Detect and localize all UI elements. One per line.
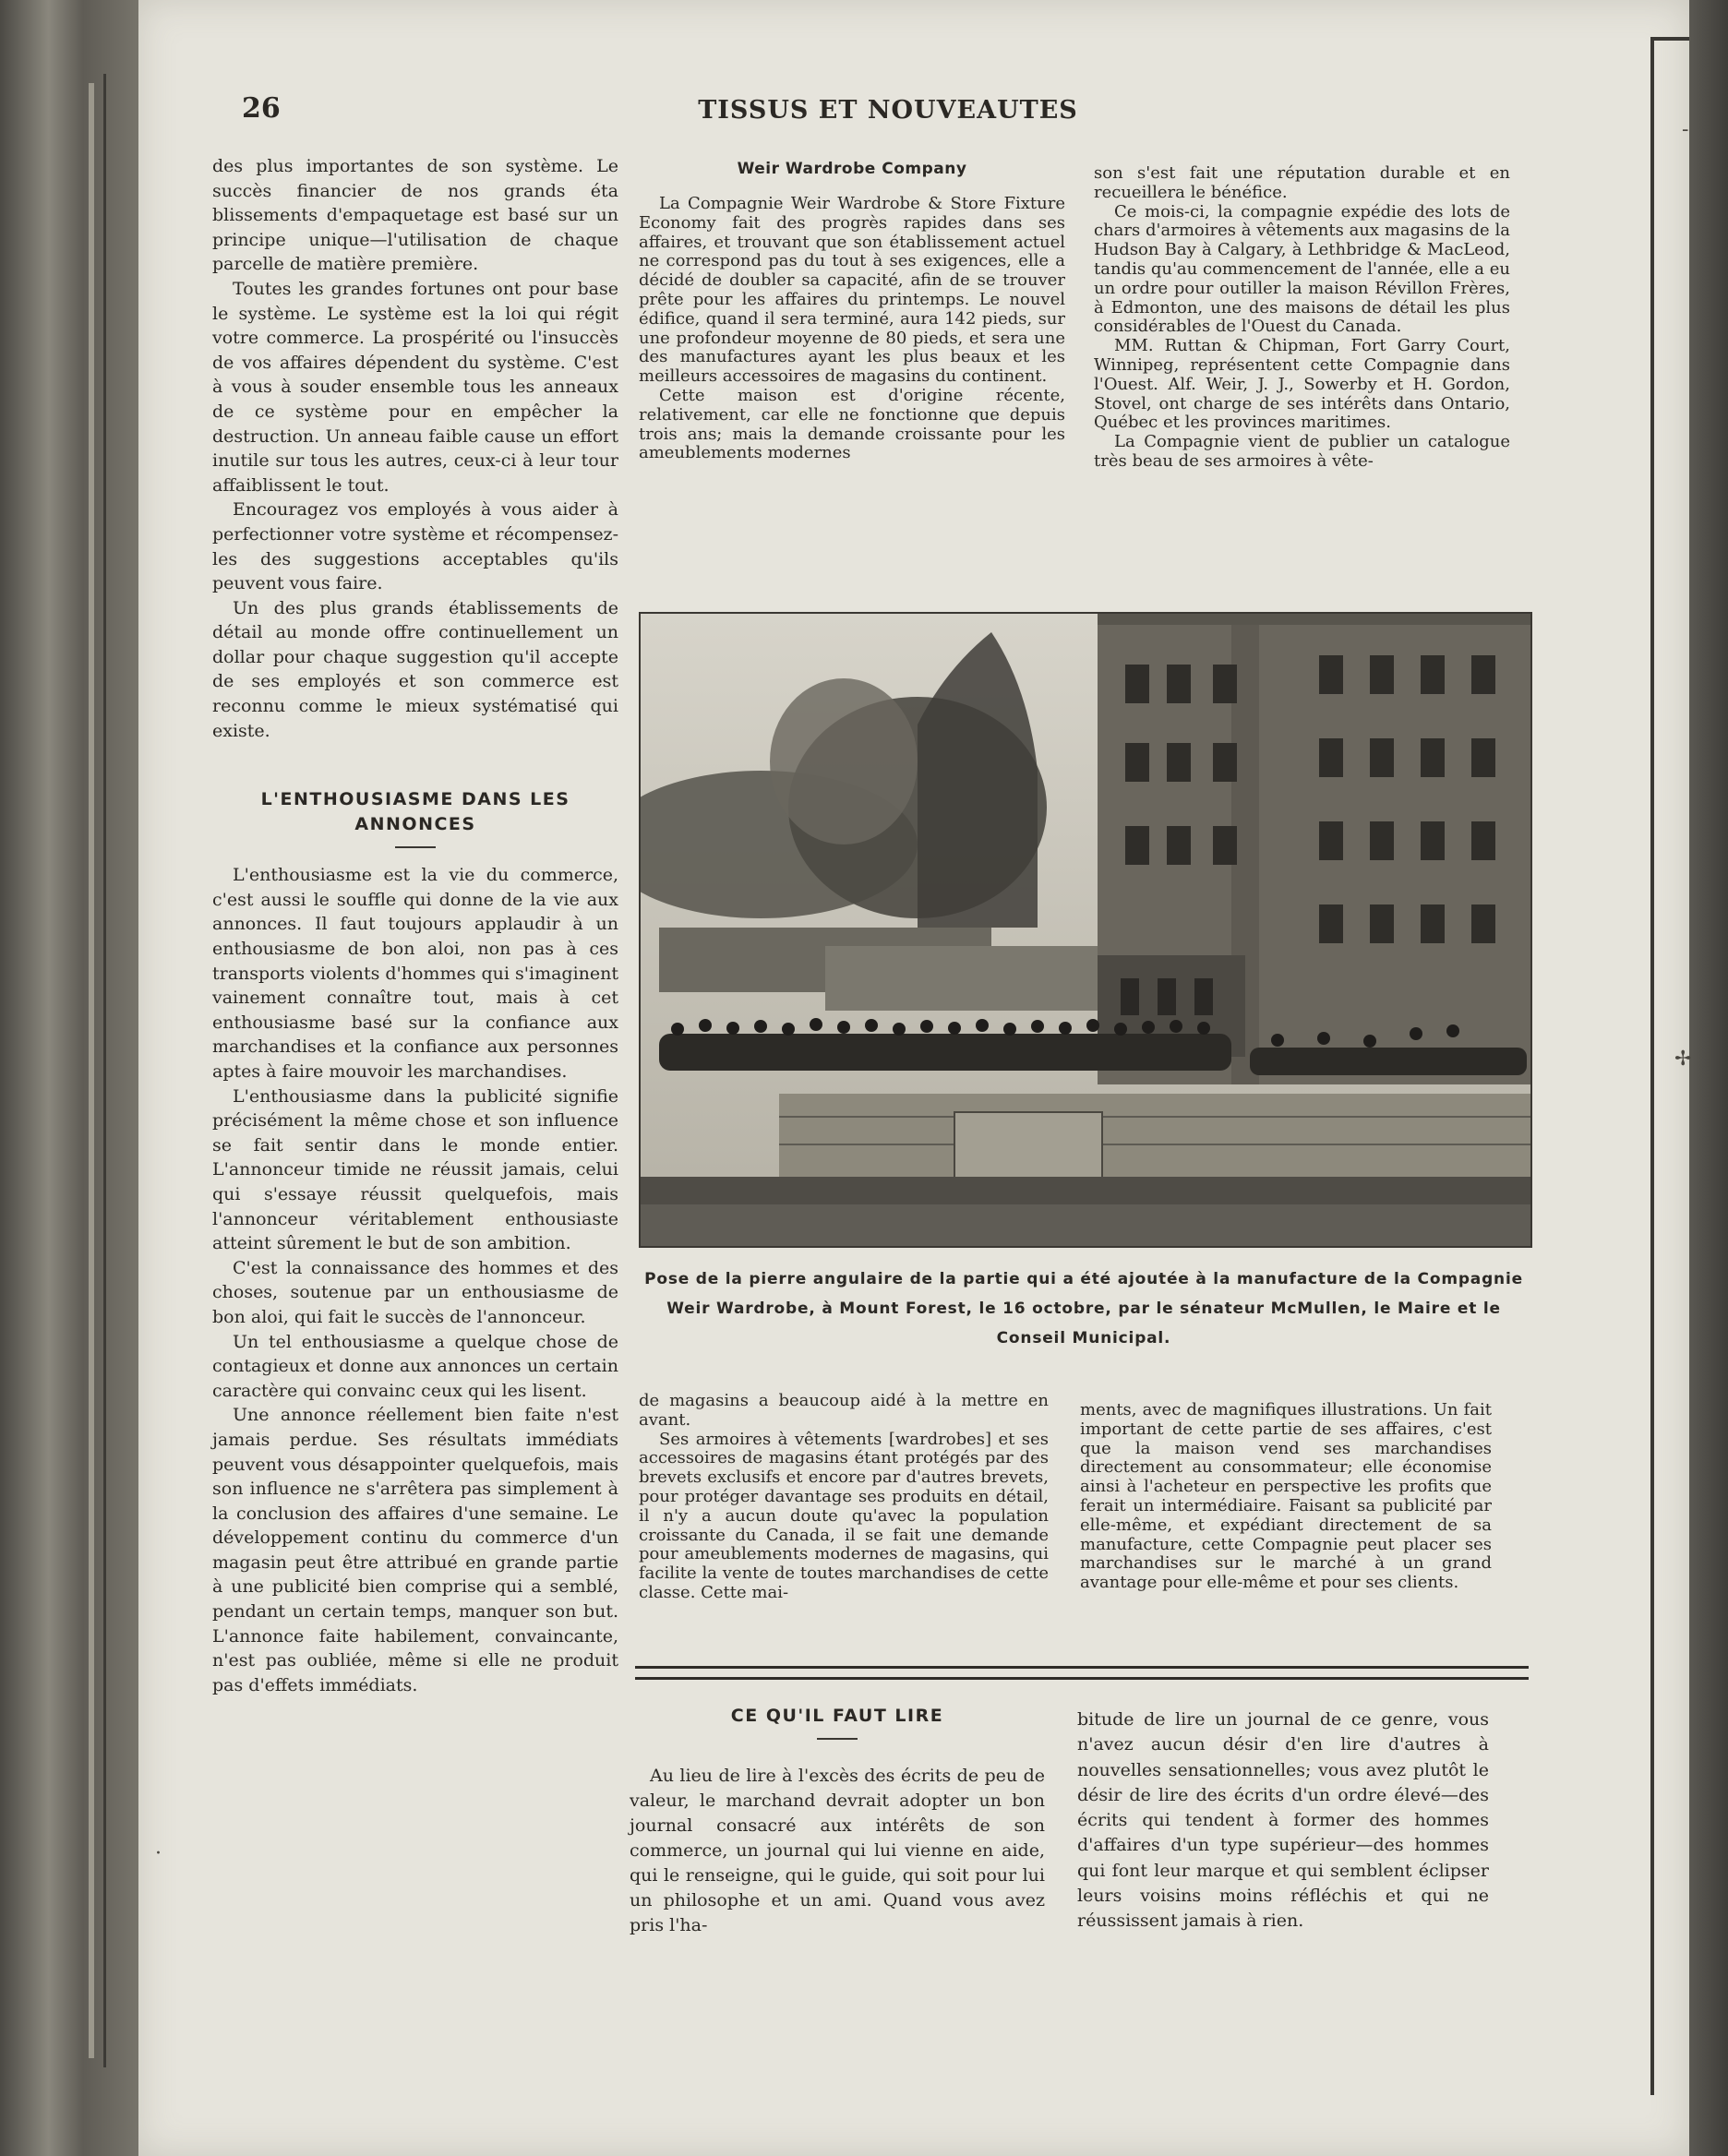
paragraph: Un des plus grands établissements de détail au monde offre continuellement un dollar pour chaque suggestion qu'il accepte de ses employés et son commerce est reconnu comme le mieux systématisé qui existe. — [212, 597, 618, 741]
heading-rule — [395, 846, 436, 848]
article-heading: Weir Wardrobe Company — [737, 160, 967, 178]
paragraph: Toutes les grandes fortunes ont pour base le système. Le système est la loi qui régit votre commerce. La prospérité ou l'insuccès de vos affaires dépendent du système. C'est à vous à souder ensemble tous les anneaux de ce système pour en empêcher la destruction. Un anneau faible cause un effort inutile sur tous les autres, ceux-ci à leur tour affaiblissent le tout. — [212, 278, 618, 496]
weir-article-column-right — [1094, 164, 1510, 472]
binding-shadow — [103, 74, 106, 2067]
paragraph: L'enthousiasme est la vie du commerce, c'est aussi le souffle qui donne de la vie aux annonces. Il faut toujours applaudir à un enthousiasme de bon aloi, non pas à ces transports violents d'hommes qui s'imaginent vainement connaître tout, mais à cet enthousiasme basé sur la confiance aux marchandises et la confiance aux personnes aptes à faire mouvoir les marchandises. — [212, 865, 619, 1082]
paragraph: Une annonce réellement bien faite n'est jamais perdue. Ses résultats immédiats peuvent vous désappointer quelquefois, mais son influence ne s'arrêtera pas simplement à la conclusion des affaires d'une semaine. Le développement continu du commerce d'un magasin peut être attribué en grande partie à une publicité bien comprise qui a semblé, pendant un certain temps, manquer son but. L'annonce faite habilement, convaincante, n'est pas oubliée, même si elle ne produit pas d'effets immédiats. — [212, 1405, 618, 1695]
paragraph: ments, avec de magnifiques illustrations. Un fait important de cette partie de ses affaires, c'est que la maison vend ses marchandises directement au consommateur; elle économise ainsi à l'acheteur en perspective les profits que ferait un intermédiaire. Faisant sa publicité par elle-même, et expédiant directement de sa manufacture, cette Compagnie peut placer ses marchandises sur le marché à un grand avantage pour elle-même et pour ses clients. — [1080, 1400, 1492, 1593]
scan-right-edge — [1689, 0, 1728, 2156]
photo-illustration — [641, 614, 1530, 1246]
running-title: TISSUS ET NOUVEAUTES — [698, 96, 1078, 125]
lire-column — [630, 1704, 1045, 1938]
paragraph: La Compagnie vient de publier un catalogue très beau de ses armoires à vête- — [1094, 432, 1510, 471]
paragraph: L'enthousiasme dans la publicité signifie précisément la même chose et son influence se fait sentir dans le monde entier. L'annonceur timide ne réussit jamais, celui qui s'essaye réussit quelquefois, mais l'annonceur véritablement enthousiaste atteint sûrement le but de son ambition. — [212, 1085, 618, 1254]
section-heading: CE QU'IL FAUT LIRE — [730, 1706, 944, 1726]
heading-rule — [817, 1738, 858, 1740]
paragraph: Encouragez vos employés à vous aider à perfectionner votre système et récompensez-les des suggestions acceptables qu'ils peuvent vous faire. — [212, 499, 618, 594]
paragraph: C'est la connaissance des hommes et des choses, soutenue par un enthousiasme de bon aloi, qui fait le succès de l'annonceur. — [212, 1257, 618, 1327]
section-heading: L'ENTHOUSIASME DANS LES ANNONCES — [260, 789, 570, 835]
lire-column-right — [1077, 1707, 1489, 1934]
left-column — [212, 154, 618, 1697]
paragraph: Un tel enthousiasme a quelque chose de contagieux et donne aux annonces un certain caractère qui convainc ceux qui les lisent. — [212, 1331, 618, 1401]
page-number: 26 — [242, 92, 281, 125]
frame-right-line — [1650, 37, 1654, 2095]
margin-tack-mark: ✢ — [1674, 1048, 1692, 1071]
scan-binding — [0, 0, 138, 2156]
weir-continuation-column — [639, 1392, 1049, 1603]
paragraph: des plus importantes de son système. Le succès financier de nos grands éta blissements d'empaquetage est basé sur un principe unique—l'utilisation de chaque parcelle de matière première. — [212, 156, 618, 275]
paragraph: La Compagnie Weir Wardrobe & Store Fixture Economy fait des progrès rapides dans ses affaires, et trouvant que son établissement actuel ne correspond pas du tout à ses exigences, elle a décidé de doubler sa capacité, afin de se trouver prête pour les affaires du printemps. Le nouvel édifice, quand il sera terminé, aura 142 pieds, sur une profondeur moyenne de 80 pieds, et sera une des manufactures ayant les plus beaux et les meilleurs accessoires de magasins du continent. — [639, 194, 1065, 387]
paragraph: de magasins a beaucoup aidé à la mettre en avant. — [639, 1391, 1049, 1430]
paragraph: Ses armoires à vêtements [wardrobes] et ses accessoires de magasins étant protégés par des brevets exclusifs et encore par d'autres brevets, pour protéger davantage ses produits en détail, il n'y a aucun doute qu'avec la population croissante du Canada, il se fait une demande pour ameublements modernes de magasins, qui facilite la vente de toutes marchandises de cette classe. Cette mai- — [639, 1429, 1049, 1602]
page-header — [242, 92, 1534, 129]
weir-continuation-column-right — [1080, 1401, 1492, 1593]
frame-top-line — [1650, 37, 1689, 41]
paragraph: son s'est fait une réputation durable et en recueillera le bénéfice. — [1094, 163, 1510, 202]
weir-article-column — [639, 157, 1065, 463]
margin-ink-speck: · — [155, 1842, 162, 1865]
photo-caption: Pose de la pierre angulaire de la partie qui a été ajoutée à la manufacture de la Compagnie Weir Wardrobe, à Mount Forest, le 16 octobre, par le sénateur McMullen, le Maire et le Conseil Municipal. — [644, 1270, 1523, 1348]
binding-edge — [89, 83, 94, 2058]
section-divider — [635, 1666, 1529, 1680]
paragraph: bitude de lire un journal de ce genre, vous n'avez aucun désir d'en lire d'autres à nouvelles sensationnelles; vous avez plutôt le désir de lire des écrits d'un ordre élevé—des écrits qui tendent à former des hommes d'affaires d'un type supérieur—des hommes qui font leur marque et qui semblent éclipser leurs voisins moins réfléchis et qui ne réussissent jamais à rien. — [1077, 1709, 1489, 1932]
paragraph: MM. Ruttan & Chipman, Fort Garry Court, Winnipeg, représentent cette Compagnie dans l'Ouest. Alf. Weir, J. J., Sowerby et H. Gordon, Stovel, ont charge de ses intérêts dans Ontario, Québec et les provinces maritimes. — [1094, 336, 1510, 433]
paragraph: Cette maison est d'origine récente, relativement, car elle ne fonctionne que depuis trois ans; mais la demande croissante pour les ameublements modernes — [639, 385, 1065, 463]
paragraph: Ce mois-ci, la compagnie expédie des lots de chars d'armoires à vêtements aux magasins de la Hudson Bay à Calgary, à Lethbridge & MacLeod, tandis qu'au commencement de l'année, elle a eu un ordre pour outiller la maison Révillon Frères, à Edmonton, une des maisons de détail les plus considérables de l'Ouest du Canada. — [1094, 201, 1510, 337]
paragraph: Au lieu de lire à l'excès des écrits de peu de valeur, le marchand devrait adopter un bon journal consacré aux intérêts de son commerce, un journal qui lui vienne en aide, qui le renseigne, qui le guide, qui soit pour lui un philosophe et un ami. Quand vous avez pris l'ha- — [630, 1766, 1045, 1935]
factory-photograph — [639, 612, 1532, 1248]
margin-tick-mark: - — [1682, 118, 1689, 141]
